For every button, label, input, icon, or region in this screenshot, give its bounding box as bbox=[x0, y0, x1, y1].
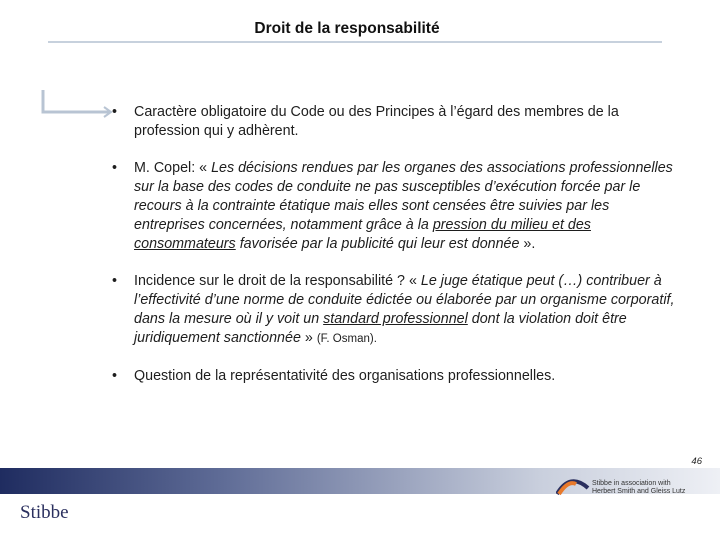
bullet-text: Caractère obligatoire du Code ou des Principes à l’égard des membres de la profession qui y adhèrent. bbox=[134, 104, 619, 139]
stibbe-logo: Stibbe bbox=[20, 502, 69, 523]
page-title: Droit de la responsabilité bbox=[254, 20, 440, 37]
list-item bbox=[112, 272, 682, 349]
bullet-marker: • bbox=[112, 104, 118, 120]
quote-source: (F. Osman). bbox=[316, 333, 377, 345]
quote-text: Le juge étatique peut (…) contribuer à l’effectivité d’une norme de conduite édictée ou élaborée par un organisme corporatif, dans la mesure où il y voit un bbox=[134, 273, 675, 327]
quote-prefix: M. Copel: « bbox=[134, 160, 212, 176]
bullet-marker: • bbox=[112, 273, 118, 289]
list-item bbox=[112, 159, 682, 254]
bullet-list bbox=[112, 103, 682, 386]
partner-text bbox=[592, 480, 720, 496]
quote-suffix: ». bbox=[519, 236, 536, 252]
partner-line-2: Herbert Smith and Gleiss Lutz bbox=[592, 488, 686, 495]
list-item bbox=[112, 367, 682, 386]
bent-arrow-icon bbox=[40, 88, 114, 120]
underlined-phrase: pression du milieu et des consommateurs bbox=[134, 217, 591, 252]
quote-prefix: Incidence sur le droit de la responsabilité ? « bbox=[134, 273, 421, 289]
quote-text-end: dont la violation doit être juridiquement sanctionnée bbox=[134, 311, 627, 346]
quote-text-end: favorisée par la publicité qui leur est donnée bbox=[235, 236, 520, 252]
title-divider bbox=[48, 41, 662, 43]
underlined-phrase: standard professionnel bbox=[323, 311, 468, 327]
partner-line-1: Stibbe in association with bbox=[592, 480, 671, 487]
quote-text: Les décisions rendues par les organes des associations professionnelles sur la base des codes de conduite ne pas susceptibles d’exécution forcée par le recours à la contrainte étatique mais elles sont censées être suivies par les entreprises concernées, notamment grâce à la bbox=[134, 160, 673, 233]
bullet-marker: • bbox=[112, 368, 118, 384]
list-item bbox=[112, 103, 682, 141]
quote-suffix: » bbox=[300, 330, 317, 346]
bullet-marker: • bbox=[112, 160, 118, 176]
partner-arc-icon bbox=[556, 476, 590, 496]
page-number: 46 bbox=[691, 456, 702, 467]
bullet-text: Question de la représentativité des organisations professionnelles. bbox=[134, 368, 556, 384]
